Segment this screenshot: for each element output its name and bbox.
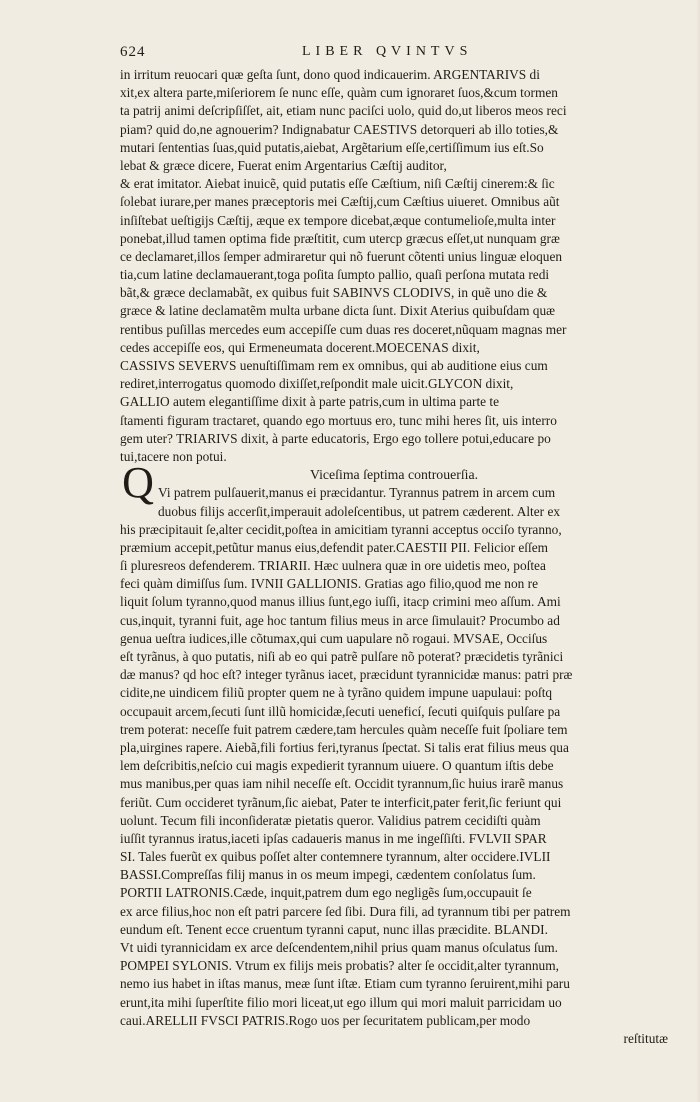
text-line: in irritum reuocari quæ geſta ſunt, dono quod indicauerim. ARGENTARIVS di: [120, 67, 540, 82]
text-line: dæ manus? qd hoc eſt? integer tyrãnus iacet, præcidunt tyrannicidæ manus: patri præ: [120, 667, 573, 683]
text-line: GALLIO autem elegantiſſime dixit à parte patris,cum in ultima parte te: [120, 394, 500, 410]
text-line: ſolebat iurare,per manes præceptoris mei Cæſtij,cum Cæſtius uiueret. Omnibus aũt: [120, 194, 560, 210]
text-line: feriũt. Cum occideret tyrãnum,ſic aiebat, Pater te interficit,pater ferit,ſic feriunt qui: [120, 794, 562, 810]
text-line: duobus filijs accerſit,imperauit adoleſcentibus, ut patrem cæderent. Alter ex: [158, 503, 561, 519]
text-line: inſiſtebat ueſtigijs Cæſtij, æque ex tempore dicebat,æque contumelioſe,multa inter: [120, 212, 556, 228]
text-line: genua ueſtra iudices,ille cõtumax,qui cum uapulare nõ rogaui. MVSAE, Occiſus: [120, 630, 548, 646]
text-line: cus,inquit, tyranni fuit, age hoc tantum filius meus in arce ſimulauit? Procumbo ad: [120, 612, 560, 628]
page-number: 624: [120, 44, 146, 60]
text-line: præmium accepit,petũtur manus eius,defendit pater.CAESTII PII. Felicior eſſem: [120, 539, 549, 555]
text-line: tui,tacere non potui.: [120, 448, 227, 464]
text-line: ponebat,illud tamen optima fide præſtitit, cum utercp græcus eſſet,ut nunquam græ: [120, 230, 560, 246]
page-header: [120, 44, 668, 64]
text-line: rediret,interrogatus quomodo dixiſſet,reſpondit male uicit.GLYCON dixit,: [120, 376, 514, 392]
page-edge-shadow: [696, 0, 700, 1102]
text-line: POMPEI SYLONIS. Vtrum ex filijs meis probatis? alter ſe occidit,alter tyrannum,: [120, 958, 559, 974]
text-line: lebat & græce dicere, Fuerat enim Argentarius Cæſtij auditor,: [120, 157, 447, 173]
text-line: tia,cum latine declamauerant,toga poſita ſumpto pallio, quaſi perſona mutata redi: [120, 267, 550, 283]
catchword: reſtitutæ: [623, 1030, 668, 1046]
text-line: rentibus puſillas mercedes eum accepiſſe cum duas res doceret,nũquam magnas mer: [120, 321, 567, 337]
text-line: bãt,& græce declamabãt, ex quibus fuit SABINVS CLODIVS, in quẽ uno die &: [120, 285, 548, 301]
text-line: ex arce filius,hoc non eſt patri parcere ſed ſibi. Dura fili, ad tyrannum tibi per patrem: [120, 903, 571, 919]
text-line: Vi patrem pulſauerit,manus ei præcidantur. Tyrannus patrem in arcem cum: [158, 485, 556, 501]
text-line: CASSIVS SEVERVS uenuſtiſſimam rem ex omnibus, qui ab auditione eius cum: [120, 358, 548, 373]
section-heading: Viceſima ſeptima controuerſia.: [309, 467, 479, 483]
text-line: Vt uidi tyrannicidam ex arce deſcendentem,nihil prius quam manus oſculatus ſum.: [120, 940, 559, 955]
text-line: mutari ſententias ſuas,quid putatis,aiebat, Argẽtarium eſſe,certiſſimum ius eſt.So: [120, 139, 544, 155]
text-line: BASSI.Compreſſas filij manus in os meum impegi, cædentem conſolatus ſum.: [120, 867, 536, 883]
drop-cap-letter: Q: [122, 458, 154, 507]
text-line: eſt tyrãnus, à quo putatis, niſi ab eo qui patrẽ pulſare nõ poterat? præcidetis tyrãnici: [120, 649, 564, 664]
text-line: erunt,ita mihi ſuperſtite filio mori liceat,ut ego illum qui mori maluit parricidam uo: [120, 994, 562, 1010]
text-line: piam? quid do,ne agnouerim? Indignabatur CAESTIVS detorqueri ab illo toties,&: [120, 121, 559, 137]
text-line: feci quàm dimiſſus ſum. IVNII GALLIONIS. Gratias ago filio,quod me non re: [120, 576, 539, 592]
main-text-block: [120, 66, 668, 1048]
text-line: nemo ius habet in iſtas manus, meæ ſunt iſtæ. Etiam cum tyranno ſeruirent,mihi paru: [120, 976, 570, 992]
running-title: LIBER QVINTVS: [302, 44, 473, 59]
text-line: & erat imitator. Aiebat inuicẽ, quid putatis eſſe Cæſtium, niſi Cæſtij cinerem:& ſic: [120, 176, 555, 192]
text-line: ta patrij animi deſcripſiſſet, ait, etiam nunc paciſci uolo, quid do,ut liberos meos reci: [120, 103, 567, 119]
text-line: PORTII LATRONIS.Cæde, inquit,patrem dum ego negligẽs ſum,occupauit ſe: [120, 885, 532, 901]
text-line: his præcipitauit ſe,alter cecidit,poſtea in amicitiam tyranni acceptus occiſo tyranno,: [120, 521, 562, 537]
text-line: mus manibus,per quas iam nihil neceſſe eſt. Occidit tyrannum,ſic huius irarẽ manus: [120, 776, 564, 792]
text-line: occupauit arcem,ſecuti ſunt illũ homicidæ,ſecuti ueneficí, ſecuti quiſquis pulſare pa: [120, 703, 561, 719]
text-line: liquit ſolum tyranno,quod manus illius ſunt,ego iuſſi, itacp crimini meo aſſum. Ami: [120, 594, 561, 610]
text-line: trem poterat: neceſſe fuit patrem cædere,tam hercules quàm neceſſe fuit ſpoliare tem: [120, 721, 568, 737]
text-line: lem deſcribitis,neſcio cui magis expedierit tyrannum uiuere. O quantum iſtis debe: [120, 758, 554, 774]
text-line: gem uter? TRIARIVS dixit, à parte educatoris, Ergo ego tollere potui,educare po: [120, 430, 551, 446]
text-line: cidite,ne uindicem filiũ propter quem ne à tyrãno quidem impune uapulaui: poſtq: [120, 685, 553, 701]
text-line: iuſſit tyrannus iratus,iaceti ipſas cadaueris manus in me ingeſſiſti. FVLVII SPAR: [120, 830, 547, 846]
text-line: xit,ex altera parte,miſeriorem ſe nunc eſſe, quàm cum ignoraret ſuos,&cum tormen: [120, 85, 558, 101]
text-line: SI. Tales fuerũt ex quibus poſſet alter contemnere tyrannum, alter occidere.IVLII: [120, 849, 551, 865]
text-line: ce declamaret,illos ſemper admiraretur qui nõ fuerunt cõtenti unius linguæ eloquen: [120, 248, 563, 264]
text-line: caui.ARELLII FVSCI PATRIS.Rogo uos per ſecuritatem publicam,per modo: [120, 1012, 531, 1028]
text-line: cedes accepiſſe eos, qui Ermeneumata docerent.MOECENAS dixit,: [120, 339, 480, 355]
text-line: ſi pluresreos defenderem. TRIARII. Hæc uulnera quæ in ore uidetis meo, poſtea: [120, 558, 546, 574]
text-line: ſtamenti figuram tractaret, quando ego mortuus ero, tunc mihi heres ſit, uis interro: [120, 412, 557, 428]
text-line: pla,uirgines rapere. Aiebã,fili fortius feri,tyranus ſpectat. Si talis erat filius meus qua: [120, 739, 569, 755]
text-line: uolunt. Tecum fili inconſideratæ pietatis queror. Validius patrem cecidiſti quàm: [120, 812, 541, 828]
text-line: eundum eſt. Tenent ecce cruentum tyranni caput, nunc illas præcidite. BLANDI.: [120, 921, 548, 937]
text-line: græce & latine declamatẽm multa urbane dicta ſunt. Dixit Aterius quibuſdam quæ: [120, 303, 556, 319]
